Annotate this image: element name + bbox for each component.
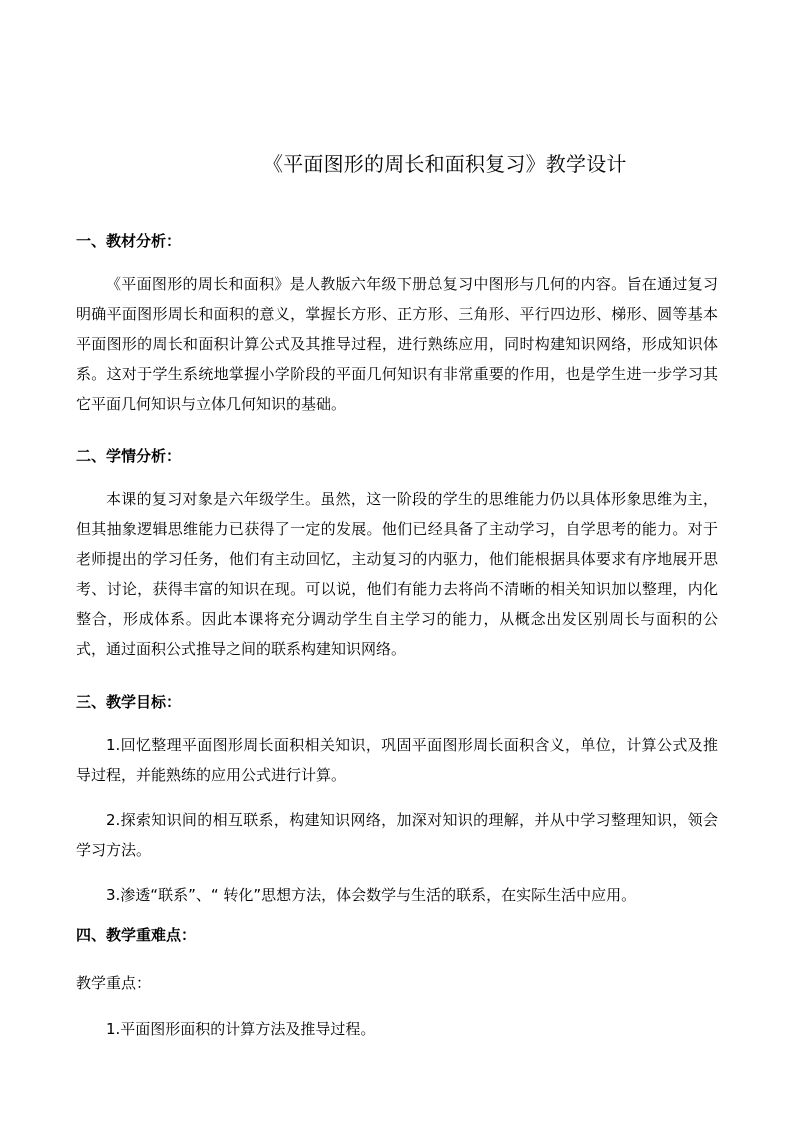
section-heading-key-difficulties: 四、教学重难点： [76, 926, 197, 944]
teaching-goal-1: 1.回忆整理平面图形周长面积相关知识，巩固平面图形周长面积含义，单位，计算公式及推导过程，并能熟练的应用公式进行计算。 [76, 736, 718, 784]
teaching-goal-2: 2.探索知识间的相互联系，构建知识网络，加深对知识的理解，并从中学习整理知识，领会学习方法。 [76, 811, 718, 859]
section-heading-textbook-analysis: 一、教材分析： [76, 232, 182, 250]
student-analysis-paragraph: 本课的复习对象是六年级学生。虽然，这一阶段的学生的思维能力仍以具体形象思维为主，但其抽象逻辑思维能力已获得了一定的发展。他们已经具备了主动学习，自学思考的能力。对于老师提出的学习任务，他们有主动回忆，主动复习的内驱力，他们能根据具体要求有序地展开思考、讨论，获得丰富的知识在现。可以说，他们有能力去将尚不清晰的相关知识加以整理，内化整合，形成体系。因此本课将充分调动学生自主学习的能力，从概念出发区别周长与面积的公式，通过面积公式推导之间的联系构建知识网络。 [76, 490, 718, 658]
section-heading-student-analysis: 二、学情分析： [76, 447, 182, 465]
section-heading-teaching-goals: 三、教学目标： [76, 693, 182, 711]
document-title: 《平面图形的周长和面积复习》教学设计 [263, 152, 627, 176]
key-point-1: 1.平面图形面积的计算方法及推导过程。 [106, 1020, 376, 1038]
key-points-subheading: 教学重点： [76, 974, 152, 992]
textbook-analysis-paragraph: 《平面图形的周长和面积》是人教版六年级下册总复习中图形与几何的内容。旨在通过复习明确平面图形周长和面积的意义，掌握长方形、正方形、三角形、平行四边形、梯形、圆等基本平面图形的周长和面积计算公式及其推导过程，进行熟练应用，同时构建知识网络，形成知识体系。这对于学生系统地掌握小学阶段的平面几何知识有非常重要的作用，也是学生进一步学习其它平面几何知识与立体几何知识的基础。 [76, 275, 718, 413]
teaching-goal-3: 3.渗透“联系”、“ 转化”思想方法，体会数学与生活的联系，在实际生活中应用。 [106, 886, 637, 904]
